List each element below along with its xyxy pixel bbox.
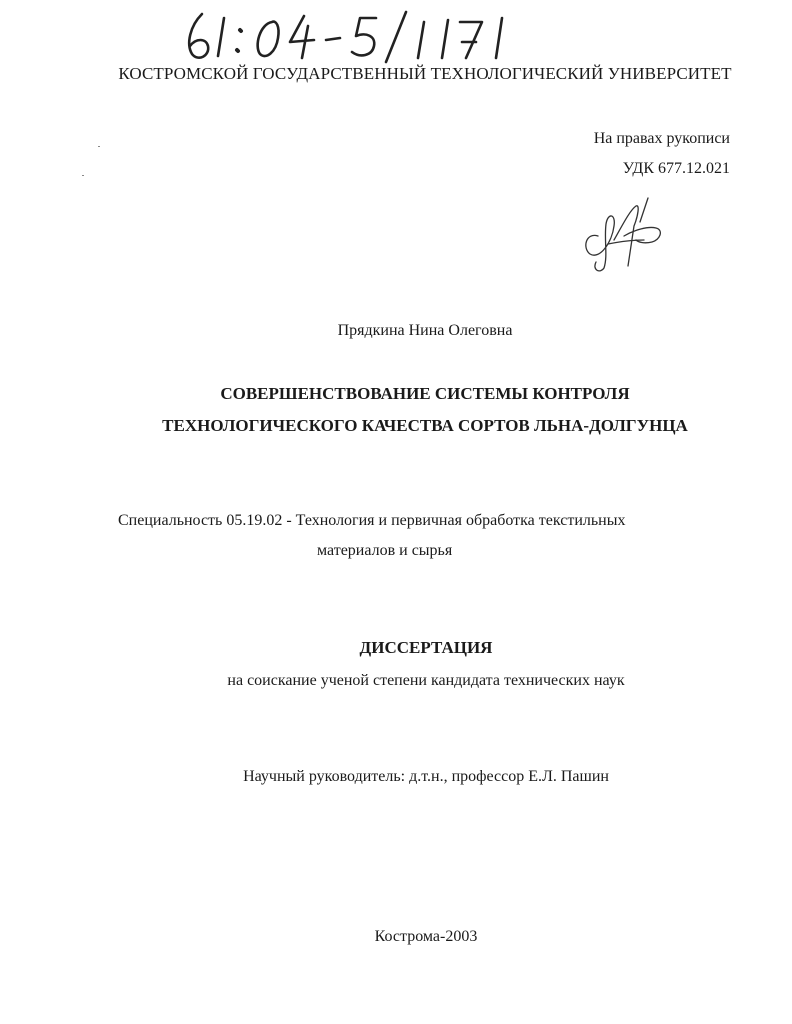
scan-speck: [98, 146, 100, 147]
dissertation-title-line-1: СОВЕРШЕНСТВОВАНИЕ СИСТЕМЫ КОНТРОЛЯ: [220, 384, 630, 403]
author-name: Прядкина Нина Олеговна: [337, 322, 513, 339]
scan-speck: [82, 175, 84, 176]
dissertation-title-line-2: ТЕХНОЛОГИЧЕСКОГО КАЧЕСТВА СОРТОВ ЛЬНА-ДОЛГУНЦА: [162, 416, 688, 435]
scientific-supervisor: Научный руководитель: д.т.н., профессор Е.Л. Пашин: [243, 768, 609, 785]
manuscript-rights-note: На правах рукописи: [593, 130, 730, 147]
udc-code: УДК 677.12.021: [622, 160, 730, 177]
handwritten-archive-code: [180, 6, 520, 66]
degree-purpose: на соискание ученой степени кандидата технических наук: [227, 672, 625, 689]
specialty-line-2: материалов и сырья: [317, 542, 453, 559]
author-signature: [578, 196, 673, 276]
document-type: ДИССЕРТАЦИЯ: [359, 638, 493, 657]
city-and-year: Кострома-2003: [374, 928, 478, 945]
specialty-line-1: Специальность 05.19.02 - Технология и первичная обработка текстильных: [118, 512, 626, 529]
university-name: КОСТРОМСКОЙ ГОСУДАРСТВЕННЫЙ ТЕХНОЛОГИЧЕСКИЙ УНИВЕРСИТЕТ: [118, 64, 732, 83]
